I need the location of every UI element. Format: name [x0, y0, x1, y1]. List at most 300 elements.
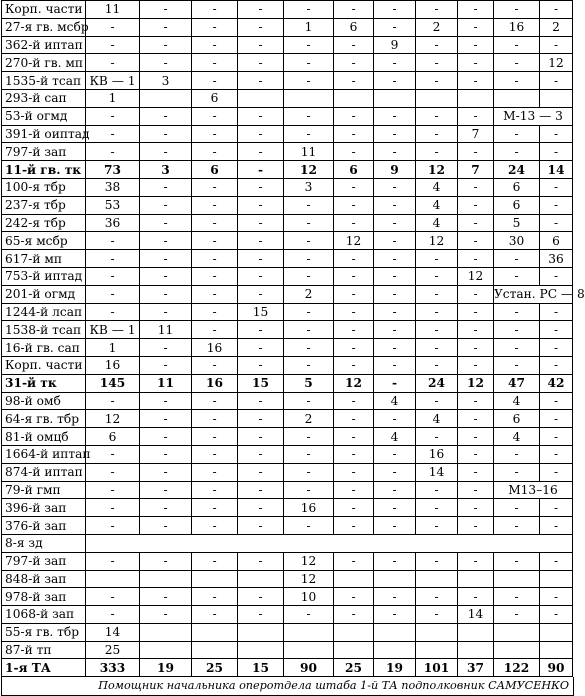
value-cell: -	[284, 303, 334, 321]
value-cell	[192, 570, 238, 588]
value-cell: -	[494, 321, 540, 339]
value-cell: -	[458, 392, 494, 410]
unit-name-cell: 1068-й зап	[2, 606, 86, 624]
value-cell: 101	[416, 659, 458, 677]
value-cell: -	[238, 161, 284, 179]
value-cell: -	[140, 552, 192, 570]
unit-name-cell: 391-й оиптад	[2, 125, 86, 143]
value-cell: -	[458, 499, 494, 517]
merged-cell: Устан. РС — 8	[494, 287, 585, 302]
table-row	[2, 392, 573, 410]
table-row	[2, 267, 573, 285]
value-cell: 53	[86, 196, 140, 214]
value-cell: -	[86, 588, 140, 606]
value-cell: -	[416, 552, 458, 570]
value-cell	[458, 570, 494, 588]
value-cell: -	[540, 552, 573, 570]
table-row	[2, 143, 573, 161]
value-cell	[458, 623, 494, 641]
value-cell	[540, 89, 573, 107]
unit-name-cell: 81-й омцб	[2, 428, 86, 446]
value-cell	[140, 623, 192, 641]
value-cell: 25	[334, 659, 374, 677]
table-row	[2, 623, 573, 641]
value-cell: 14	[86, 623, 140, 641]
value-cell: 12	[416, 161, 458, 179]
value-cell: -	[140, 410, 192, 428]
value-cell: -	[334, 54, 374, 72]
value-cell: -	[416, 143, 458, 161]
value-cell	[284, 89, 334, 107]
value-cell: -	[458, 178, 494, 196]
value-cell	[416, 623, 458, 641]
value-cell: -	[86, 107, 140, 125]
value-cell: -	[334, 285, 374, 303]
value-cell: -	[86, 267, 140, 285]
value-cell: -	[192, 250, 238, 268]
value-cell: -	[140, 232, 192, 250]
table-row	[2, 499, 573, 517]
value-cell: 6	[334, 18, 374, 36]
value-cell	[238, 641, 284, 659]
value-cell: -	[140, 36, 192, 54]
value-cell	[334, 623, 374, 641]
value-cell: 4	[416, 214, 458, 232]
value-cell: -	[284, 606, 334, 624]
value-cell: -	[334, 410, 374, 428]
value-cell: 38	[86, 178, 140, 196]
value-cell: -	[192, 267, 238, 285]
value-cell: 4	[416, 196, 458, 214]
value-cell: 12	[284, 552, 334, 570]
value-cell: 6	[86, 428, 140, 446]
value-cell: -	[540, 178, 573, 196]
value-cell: -	[374, 517, 416, 535]
value-cell: -	[458, 36, 494, 54]
value-cell: -	[540, 392, 573, 410]
value-cell: -	[238, 392, 284, 410]
value-cell: -	[284, 125, 334, 143]
value-cell: -	[494, 125, 540, 143]
value-cell: 16	[86, 356, 140, 374]
value-cell: -	[140, 428, 192, 446]
value-cell: -	[238, 125, 284, 143]
value-cell: -	[374, 552, 416, 570]
value-cell: -	[334, 392, 374, 410]
value-cell: 11	[140, 374, 192, 392]
value-cell: 19	[140, 659, 192, 677]
table-row	[2, 285, 573, 303]
value-cell: -	[374, 481, 416, 499]
value-cell: -	[192, 72, 238, 90]
value-cell: -	[334, 250, 374, 268]
unit-name-cell: 237-я тбр	[2, 196, 86, 214]
value-cell: 4	[374, 428, 416, 446]
value-cell: -	[494, 72, 540, 90]
value-cell: -	[192, 517, 238, 535]
value-cell: 2	[416, 18, 458, 36]
value-cell: -	[374, 125, 416, 143]
value-cell: 14	[416, 463, 458, 481]
value-cell: -	[540, 196, 573, 214]
value-cell: -	[494, 445, 540, 463]
value-cell: -	[140, 356, 192, 374]
value-cell: -	[416, 107, 458, 125]
value-cell: 3	[284, 178, 334, 196]
value-cell	[140, 570, 192, 588]
table-row	[2, 463, 573, 481]
value-cell: -	[494, 1, 540, 19]
value-cell: -	[494, 356, 540, 374]
value-cell: -	[416, 499, 458, 517]
value-cell: 12	[458, 374, 494, 392]
unit-name-cell: 376-й зап	[2, 517, 86, 535]
value-cell: -	[416, 321, 458, 339]
table-row	[2, 214, 573, 232]
value-cell: -	[192, 54, 238, 72]
unit-name-cell: 362-й иптап	[2, 36, 86, 54]
value-cell: 1	[86, 339, 140, 357]
value-cell: -	[238, 356, 284, 374]
value-cell	[416, 641, 458, 659]
value-cell: -	[494, 339, 540, 357]
table-row	[2, 641, 573, 659]
unit-name-cell: 16-й гв. сап	[2, 339, 86, 357]
value-cell: -	[540, 463, 573, 481]
value-cell	[238, 89, 284, 107]
value-cell	[284, 623, 334, 641]
value-cell: -	[86, 499, 140, 517]
value-cell: -	[374, 214, 416, 232]
value-cell: -	[540, 36, 573, 54]
value-cell: -	[374, 1, 416, 19]
value-cell: -	[284, 481, 334, 499]
value-cell: -	[374, 445, 416, 463]
value-cell: -	[238, 552, 284, 570]
value-cell: -	[238, 178, 284, 196]
value-cell: -	[238, 588, 284, 606]
value-cell: -	[192, 125, 238, 143]
value-cell: -	[374, 232, 416, 250]
value-cell: 12	[284, 161, 334, 179]
value-cell: -	[86, 36, 140, 54]
value-cell: -	[238, 445, 284, 463]
value-cell: -	[494, 303, 540, 321]
table-row	[2, 481, 573, 499]
value-cell: -	[140, 517, 192, 535]
value-cell: 6	[494, 196, 540, 214]
value-cell: -	[284, 321, 334, 339]
value-cell: 11	[86, 1, 140, 19]
table-row	[2, 517, 573, 535]
value-cell: -	[238, 481, 284, 499]
value-cell: -	[458, 1, 494, 19]
value-cell: -	[416, 125, 458, 143]
value-cell: -	[374, 588, 416, 606]
unit-name-cell: 87-й тп	[2, 641, 86, 659]
value-cell: -	[494, 606, 540, 624]
value-cell: -	[416, 36, 458, 54]
report-sheet	[1, 0, 585, 696]
value-cell: -	[540, 125, 573, 143]
table-row	[2, 36, 573, 54]
value-cell	[374, 641, 416, 659]
value-cell: 16	[416, 445, 458, 463]
value-cell: -	[374, 267, 416, 285]
value-cell: -	[192, 321, 238, 339]
value-cell: 25	[86, 641, 140, 659]
value-cell	[540, 570, 573, 588]
value-cell: 1	[86, 89, 140, 107]
value-cell: -	[374, 463, 416, 481]
value-cell	[374, 89, 416, 107]
value-cell	[192, 641, 238, 659]
value-cell: -	[494, 250, 540, 268]
value-cell: -	[192, 143, 238, 161]
value-cell: 1	[284, 18, 334, 36]
value-cell: 30	[494, 232, 540, 250]
value-cell: -	[540, 214, 573, 232]
value-cell: -	[192, 178, 238, 196]
table-row	[2, 54, 573, 72]
value-cell	[334, 570, 374, 588]
value-cell: -	[334, 1, 374, 19]
value-cell: 16	[192, 339, 238, 357]
value-cell: -	[416, 1, 458, 19]
value-cell: -	[416, 428, 458, 446]
value-cell: -	[374, 339, 416, 357]
value-cell: -	[416, 285, 458, 303]
unit-name-cell: 31-й тк	[2, 374, 86, 392]
unit-name-cell: 55-я гв. тбр	[2, 623, 86, 641]
value-cell: -	[140, 267, 192, 285]
equipment-table	[1, 0, 585, 677]
value-cell: -	[458, 552, 494, 570]
value-cell: -	[334, 107, 374, 125]
value-cell: -	[284, 72, 334, 90]
value-cell	[334, 641, 374, 659]
value-cell: -	[416, 588, 458, 606]
value-cell: -	[238, 428, 284, 446]
value-cell: 24	[416, 374, 458, 392]
table-row	[2, 606, 573, 624]
value-cell: 36	[86, 214, 140, 232]
value-cell: -	[458, 107, 494, 125]
value-cell: 15	[238, 374, 284, 392]
value-cell: 16	[494, 18, 540, 36]
value-cell: -	[86, 552, 140, 570]
value-cell: 145	[86, 374, 140, 392]
value-cell: -	[334, 36, 374, 54]
value-cell: -	[238, 463, 284, 481]
value-cell: -	[334, 214, 374, 232]
table-row	[2, 588, 573, 606]
table-row	[2, 534, 573, 552]
unit-name-cell: 396-й зап	[2, 499, 86, 517]
value-cell: -	[238, 285, 284, 303]
value-cell: -	[284, 463, 334, 481]
value-cell: -	[140, 107, 192, 125]
table-row	[2, 445, 573, 463]
value-cell: -	[192, 428, 238, 446]
value-cell: -	[374, 54, 416, 72]
value-cell: КВ — 1	[86, 72, 140, 90]
value-cell: -	[334, 588, 374, 606]
value-cell: -	[192, 356, 238, 374]
value-cell: -	[540, 499, 573, 517]
table-row	[2, 178, 573, 196]
value-cell: -	[416, 517, 458, 535]
value-cell: -	[238, 517, 284, 535]
value-cell: -	[86, 517, 140, 535]
value-cell	[140, 89, 192, 107]
value-cell: -	[494, 143, 540, 161]
value-cell: -	[494, 36, 540, 54]
table-row	[2, 89, 573, 107]
value-cell: -	[238, 321, 284, 339]
value-cell: -	[140, 250, 192, 268]
value-cell: -	[334, 356, 374, 374]
value-cell: -	[86, 125, 140, 143]
value-cell: -	[540, 339, 573, 357]
value-cell: -	[86, 392, 140, 410]
value-cell	[192, 623, 238, 641]
value-cell: -	[284, 445, 334, 463]
value-cell: -	[458, 54, 494, 72]
unit-name-cell: 8-я зд	[2, 534, 86, 552]
value-cell: -	[458, 214, 494, 232]
value-cell: 12	[458, 267, 494, 285]
value-cell: -	[284, 356, 334, 374]
value-cell: 6	[334, 161, 374, 179]
table-row	[2, 339, 573, 357]
value-cell: -	[238, 18, 284, 36]
value-cell: 6	[192, 89, 238, 107]
value-cell	[416, 570, 458, 588]
value-cell: -	[458, 232, 494, 250]
value-cell: -	[284, 392, 334, 410]
value-cell: -	[540, 517, 573, 535]
value-cell: -	[192, 303, 238, 321]
value-cell: -	[238, 54, 284, 72]
value-cell: -	[86, 232, 140, 250]
value-cell	[86, 570, 140, 588]
value-cell: -	[416, 481, 458, 499]
value-cell: -	[416, 250, 458, 268]
value-cell: -	[284, 267, 334, 285]
value-cell: -	[140, 588, 192, 606]
value-cell: -	[416, 392, 458, 410]
value-cell: 4	[374, 392, 416, 410]
value-cell: -	[458, 356, 494, 374]
value-cell: -	[140, 445, 192, 463]
value-cell: -	[86, 143, 140, 161]
value-cell: 14	[540, 161, 573, 179]
unit-name-cell: 53-й огмд	[2, 107, 86, 125]
value-cell: 12	[416, 232, 458, 250]
value-cell: 6	[540, 232, 573, 250]
unit-name-cell: 242-я тбр	[2, 214, 86, 232]
value-cell: 5	[494, 214, 540, 232]
value-cell: -	[192, 232, 238, 250]
value-cell	[494, 641, 540, 659]
unit-name-cell: 293-й сап	[2, 89, 86, 107]
value-cell: -	[238, 36, 284, 54]
value-cell: 7	[458, 125, 494, 143]
value-cell: -	[334, 303, 374, 321]
value-cell: -	[284, 517, 334, 535]
value-cell: -	[416, 606, 458, 624]
unit-name-cell: 100-я тбр	[2, 178, 86, 196]
value-cell: -	[374, 410, 416, 428]
value-cell: -	[140, 125, 192, 143]
value-cell: -	[540, 303, 573, 321]
value-cell: -	[334, 428, 374, 446]
value-cell: 11	[284, 143, 334, 161]
value-cell: -	[140, 392, 192, 410]
unit-name-cell: Корп. части	[2, 356, 86, 374]
value-cell: -	[140, 196, 192, 214]
value-cell: -	[540, 410, 573, 428]
value-cell: -	[494, 54, 540, 72]
value-cell: -	[540, 606, 573, 624]
value-cell: -	[192, 588, 238, 606]
unit-name-cell: 753-й иптад	[2, 267, 86, 285]
value-cell: -	[458, 196, 494, 214]
value-cell: 42	[540, 374, 573, 392]
value-cell: 19	[374, 659, 416, 677]
value-cell: 7	[458, 161, 494, 179]
value-cell	[416, 89, 458, 107]
value-cell: -	[540, 321, 573, 339]
value-cell: -	[334, 517, 374, 535]
value-cell: -	[140, 143, 192, 161]
unit-name-cell: 978-й зап	[2, 588, 86, 606]
value-cell: -	[238, 107, 284, 125]
value-cell: -	[494, 588, 540, 606]
value-cell: -	[334, 267, 374, 285]
value-cell: -	[458, 285, 494, 303]
value-cell: -	[458, 481, 494, 499]
value-cell: 3	[140, 72, 192, 90]
table-row	[2, 196, 573, 214]
table-row	[2, 321, 573, 339]
signature-line: Помощник начальника оперотдела штаба 1-й ТА подполковник САМУСЕНКО	[1, 677, 574, 696]
value-cell: -	[284, 1, 334, 19]
value-cell: -	[284, 250, 334, 268]
unit-name-cell: 270-й гв. мп	[2, 54, 86, 72]
value-cell: -	[284, 196, 334, 214]
value-cell: 10	[284, 588, 334, 606]
value-cell: 15	[238, 303, 284, 321]
value-cell: -	[238, 72, 284, 90]
unit-name-cell: 1244-й лсап	[2, 303, 86, 321]
value-cell: -	[374, 321, 416, 339]
value-cell: -	[494, 552, 540, 570]
value-cell: -	[334, 481, 374, 499]
value-cell	[494, 89, 540, 107]
value-cell: -	[238, 499, 284, 517]
value-cell: 2	[540, 18, 573, 36]
value-cell: -	[192, 410, 238, 428]
value-cell: -	[192, 285, 238, 303]
unit-name-cell: 848-й зап	[2, 570, 86, 588]
value-cell: -	[238, 232, 284, 250]
unit-name-cell: 617-й мп	[2, 250, 86, 268]
value-cell: -	[284, 232, 334, 250]
table-row	[2, 659, 573, 677]
value-cell: -	[238, 267, 284, 285]
